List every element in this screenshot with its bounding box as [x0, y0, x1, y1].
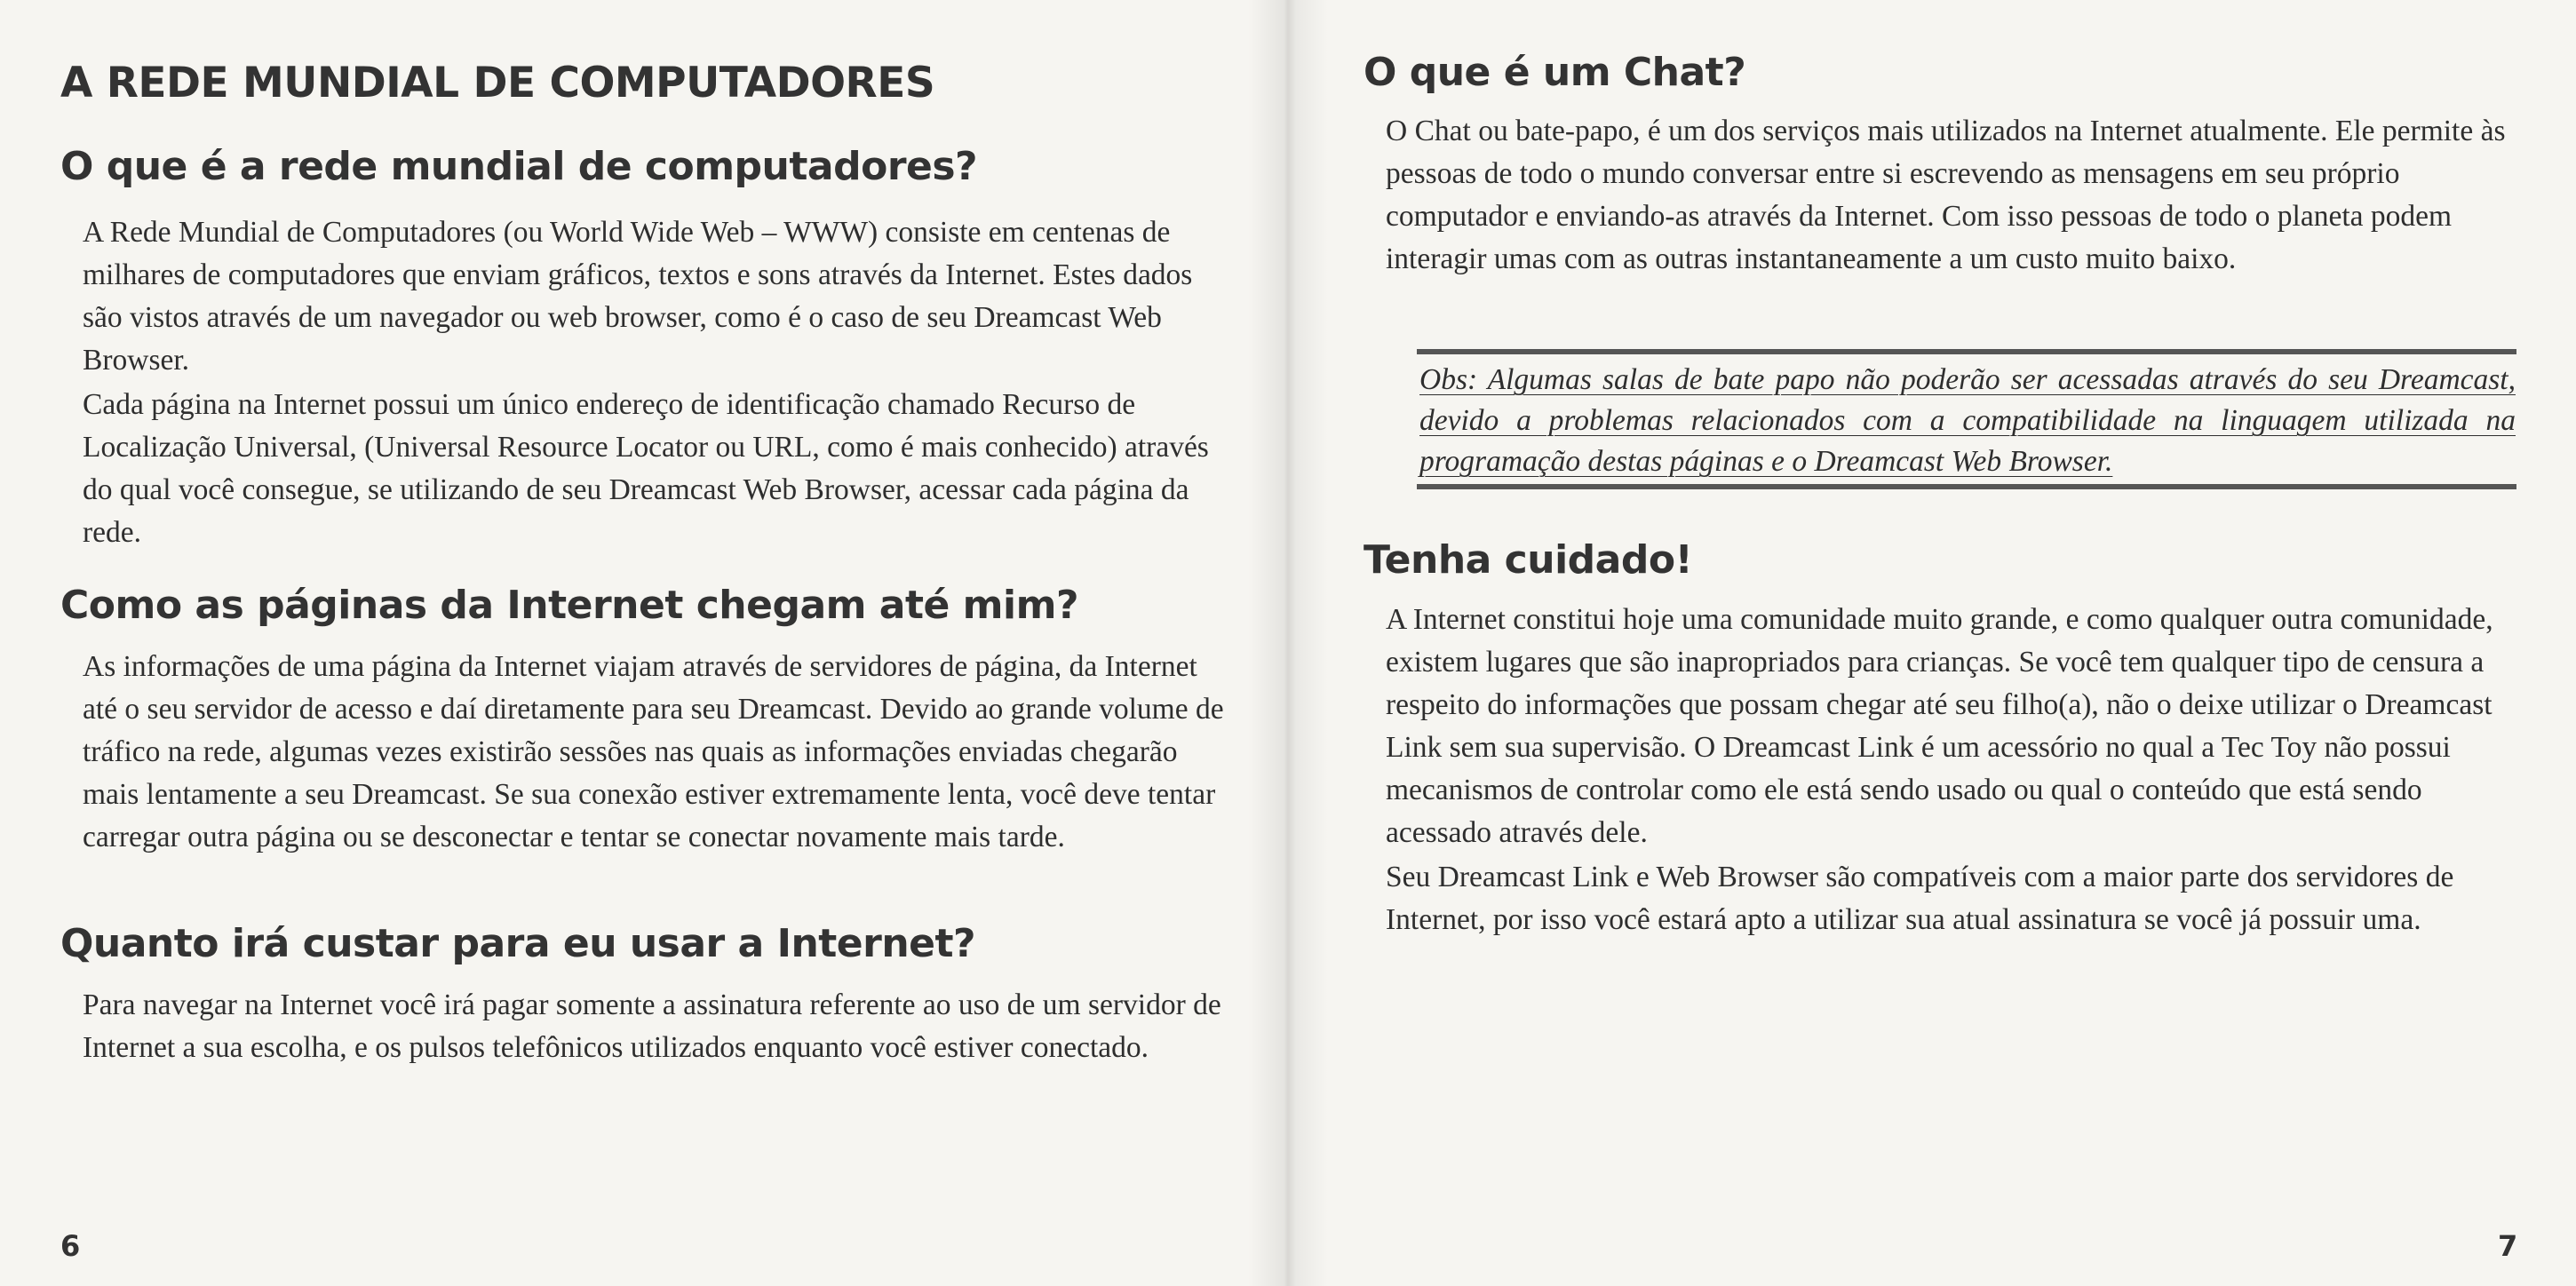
paragraph-be-careful: A Internet constitui hoje uma comunidade muito grande, e como qualquer outra comunidade, existem lugares que são inapropriados para crianças. Se você tem qualquer tipo de censura a respeito do informações que possam chegar até seu filho(a), não o deixe utilizar o Dreamcast Link sem sua supervisão. O Dreamcast Link é um acessório no qual a Tec Toy não possui mecanismos de controlar como ele está sendo usado ou qual o conteúdo que está sendo acessado através dele.	[1386, 603, 2493, 849]
section-heading-be-careful: Tenha cuidado!	[1364, 537, 1693, 583]
section-heading-what-is-www: O que é a rede mundial de computadores?	[60, 144, 978, 189]
page-title: A REDE MUNDIAL DE COMPUTADORES	[60, 59, 935, 107]
paragraph-www-definition: A Rede Mundial de Computadores (ou World Wide Web – WWW) consiste em centenas de milhares de computadores que enviam gráficos, textos e sons através da Internet. Estes dados são vistos através de um navegador ou web browser, como é o caso de seu Dreamcast Web Browser.	[83, 216, 1193, 377]
paragraph-internet-cost: Para navegar na Internet você irá pagar somente a assinatura referente ao uso de um servidor de Internet a sua escolha, e os pulsos telefônicos utilizados enquanto você estiver conectado.	[83, 988, 1221, 1064]
page-number-left: 6	[60, 1229, 81, 1263]
note-text: Obs: Algumas salas de bate papo não poderão ser acessadas através do seu Dreamcast, devido a problemas relacionados com a compatibilidade na linguagem utilizada na programação destas páginas e o Dreamcast Web Browser.	[1419, 363, 2516, 478]
paragraph-url-definition: Cada página na Internet possui um único endereço de identificação chamado Recurso de Localização Universal, (Universal Resource Locator ou URL, como é mais conhecido) através do qual você consegue, se utilizando de seu Dreamcast Web Browser, acessar cada página da rede.	[83, 388, 1209, 549]
page-number-right: 7	[2498, 1229, 2518, 1263]
paragraph-compatibility: Seu Dreamcast Link e Web Browser são compatíveis com a maior parte dos servidores de Internet, por isso você estará apto a utilizar sua atual assinatura se você já possuir uma.	[1386, 861, 2454, 936]
paragraph-chat-definition: O Chat ou bate-papo, é um dos serviços mais utilizados na Internet atualmente. Ele permite às pessoas de todo o mundo conversar entre si escrevendo as mensagens em seu próprio computador e enviando-as através da Internet. Com isso pessoas de todo o planeta podem interagir umas com as outras instantaneamente a um custo muito baixo.	[1386, 115, 2506, 275]
left-page	[0, 0, 1279, 1286]
section-heading-what-is-chat: O que é um Chat?	[1364, 50, 1746, 95]
section-heading-internet-cost: Quanto irá custar para eu usar a Internet?	[60, 921, 976, 966]
paragraph-how-pages-arrive: As informações de uma página da Internet viajam através de servidores de página, da Internet até o seu servidor de acesso e daí diretamente para seu Dreamcast. Devido ao grande volume de tráfico na rede, algumas vezes existirão sessões nas quais as informações enviadas chegarão mais lentamente a seu Dreamcast. Se sua conexão estiver extremamente lenta, você deve tentar carregar outra página ou se desconectar e tentar se conectar novamente mais tarde.	[83, 650, 1224, 853]
section-heading-how-pages-arrive: Como as páginas da Internet chegam até mim?	[60, 583, 1078, 628]
